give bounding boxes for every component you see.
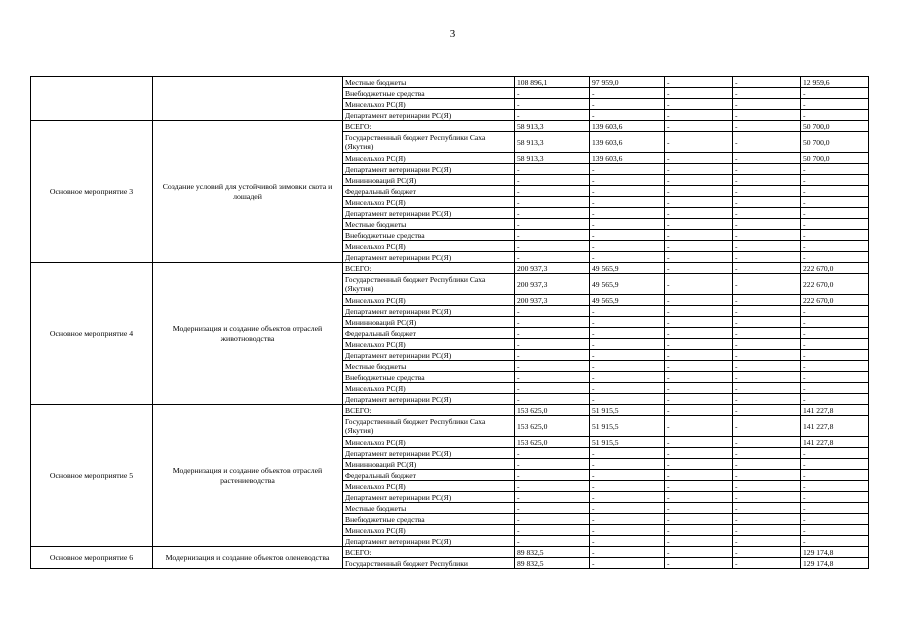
amount-cell: - [515,536,590,547]
amount-cell: - [733,186,801,197]
amount-cell: 108 896,1 [515,77,590,88]
amount-cell: - [665,481,733,492]
amount-cell: 50 700,0 [801,153,869,164]
amount-cell: - [515,197,590,208]
amount-cell: - [515,88,590,99]
activity-cell [31,77,153,121]
funding-source-cell: Мининноваций РС(Я) [343,317,515,328]
amount-cell: - [733,164,801,175]
funding-source-cell: Внебюджетные средства [343,514,515,525]
amount-cell: - [665,317,733,328]
funding-source-cell: Федеральный бюджет [343,186,515,197]
amount-cell: - [665,110,733,121]
amount-cell: 222 670,0 [801,263,869,274]
amount-cell: - [665,372,733,383]
funding-source-cell: Департамент ветеринарии РС(Я) [343,164,515,175]
amount-cell: - [590,328,665,339]
amount-cell: - [515,470,590,481]
amount-cell: - [733,77,801,88]
amount-cell: - [665,274,733,295]
amount-cell: - [590,361,665,372]
amount-cell: - [590,350,665,361]
amount-cell: - [733,88,801,99]
funding-source-cell: Департамент ветеринарии РС(Я) [343,208,515,219]
amount-cell: - [515,383,590,394]
amount-cell: - [665,405,733,416]
amount-cell: - [801,514,869,525]
amount-cell: - [801,88,869,99]
amount-cell: - [590,197,665,208]
amount-cell: - [801,536,869,547]
amount-cell: - [733,175,801,186]
funding-source-cell: Департамент ветеринарии РС(Я) [343,306,515,317]
amount-cell: - [733,132,801,153]
amount-cell: 58 913,3 [515,121,590,132]
funding-source-cell: Минсельхоз РС(Я) [343,99,515,110]
amount-cell: 129 174,8 [801,547,869,558]
amount-cell: - [733,394,801,405]
amount-cell: - [665,153,733,164]
amount-cell: - [665,197,733,208]
amount-cell: - [590,186,665,197]
amount-cell: - [515,503,590,514]
amount-cell: - [733,437,801,448]
amount-cell: - [801,99,869,110]
budget-table [30,76,869,569]
amount-cell: 141 227,8 [801,437,869,448]
amount-cell: - [515,525,590,536]
amount-cell: - [515,328,590,339]
amount-cell: - [733,263,801,274]
amount-cell: - [590,317,665,328]
amount-cell: 200 937,3 [515,295,590,306]
amount-cell: - [665,241,733,252]
amount-cell: - [733,317,801,328]
amount-cell: - [665,208,733,219]
amount-cell: - [733,99,801,110]
amount-cell: - [733,383,801,394]
activity-cell: Основное мероприятие 6 [31,547,153,569]
amount-cell: 153 625,0 [515,405,590,416]
amount-cell: 141 227,8 [801,405,869,416]
activity-cell: Основное мероприятие 5 [31,405,153,547]
amount-cell: - [665,164,733,175]
amount-cell: - [801,306,869,317]
activity-name-cell: Модернизация и создание объектов отраслей растениеводства [153,405,343,547]
amount-cell: - [515,339,590,350]
amount-cell: - [590,164,665,175]
amount-cell: 51 915,5 [590,437,665,448]
amount-cell: - [665,558,733,569]
amount-cell: 58 913,3 [515,132,590,153]
funding-source-cell: Мининноваций РС(Я) [343,175,515,186]
amount-cell: 141 227,8 [801,416,869,437]
amount-cell: 51 915,5 [590,416,665,437]
amount-cell: - [801,241,869,252]
amount-cell: - [733,328,801,339]
amount-cell: - [515,514,590,525]
amount-cell: - [733,121,801,132]
funding-source-cell: Департамент ветеринарии РС(Я) [343,536,515,547]
funding-source-cell: Внебюджетные средства [343,88,515,99]
funding-source-cell: Департамент ветеринарии РС(Я) [343,394,515,405]
amount-cell: - [590,230,665,241]
amount-cell: - [515,252,590,263]
amount-cell: - [733,361,801,372]
amount-cell: - [801,164,869,175]
amount-cell: - [733,459,801,470]
amount-cell: 129 174,8 [801,558,869,569]
amount-cell: - [665,328,733,339]
funding-source-cell: Департамент ветеринарии РС(Я) [343,448,515,459]
amount-cell: 139 603,6 [590,132,665,153]
amount-cell: - [515,317,590,328]
amount-cell: - [665,350,733,361]
amount-cell: 200 937,3 [515,274,590,295]
amount-cell: - [733,241,801,252]
amount-cell: 153 625,0 [515,437,590,448]
amount-cell: - [733,514,801,525]
amount-cell: - [515,164,590,175]
amount-cell: 49 565,9 [590,274,665,295]
amount-cell: - [733,492,801,503]
funding-source-cell: Департамент ветеринарии РС(Я) [343,252,515,263]
funding-source-cell: Федеральный бюджет [343,328,515,339]
funding-source-cell: Местные бюджеты [343,361,515,372]
funding-source-cell: ВСЕГО: [343,405,515,416]
amount-cell: - [801,197,869,208]
amount-cell: - [801,186,869,197]
funding-source-cell: Внебюджетные средства [343,372,515,383]
amount-cell: - [665,306,733,317]
funding-source-cell: ВСЕГО: [343,263,515,274]
amount-cell: - [801,110,869,121]
amount-cell: - [515,175,590,186]
amount-cell: - [665,525,733,536]
amount-cell: - [801,470,869,481]
funding-source-cell: Минсельхоз РС(Я) [343,339,515,350]
amount-cell: 200 937,3 [515,263,590,274]
amount-cell: - [733,405,801,416]
amount-cell: - [515,492,590,503]
amount-cell: - [733,252,801,263]
funding-source-cell: Минсельхоз РС(Я) [343,383,515,394]
funding-source-cell: Минсельхоз РС(Я) [343,295,515,306]
funding-source-cell: Минсельхоз РС(Я) [343,481,515,492]
funding-source-cell: Минсельхоз РС(Я) [343,153,515,164]
funding-source-cell: Департамент ветеринарии РС(Я) [343,110,515,121]
amount-cell: 50 700,0 [801,132,869,153]
funding-source-cell: Государственный бюджет Республики [343,558,515,569]
amount-cell: - [801,525,869,536]
amount-cell: 12 959,6 [801,77,869,88]
activity-name-cell [153,77,343,121]
amount-cell: - [801,492,869,503]
amount-cell: 139 603,6 [590,121,665,132]
amount-cell: - [733,525,801,536]
amount-cell: - [665,175,733,186]
amount-cell: - [801,459,869,470]
amount-cell: - [733,448,801,459]
activity-name-cell: Создание условий для устойчивой зимовки скота и лошадей [153,121,343,263]
amount-cell: - [515,481,590,492]
amount-cell: - [665,361,733,372]
amount-cell: - [590,219,665,230]
amount-cell: - [515,230,590,241]
amount-cell: - [665,536,733,547]
amount-cell: 49 565,9 [590,295,665,306]
amount-cell: - [590,252,665,263]
amount-cell: - [515,241,590,252]
amount-cell: - [801,383,869,394]
funding-source-cell: Минсельхоз РС(Я) [343,437,515,448]
amount-cell: - [665,132,733,153]
table-row [31,547,869,558]
funding-source-cell: Федеральный бюджет [343,470,515,481]
amount-cell: - [515,208,590,219]
amount-cell: - [733,306,801,317]
funding-source-cell: Минсельхоз РС(Я) [343,197,515,208]
amount-cell: - [733,230,801,241]
amount-cell: - [590,208,665,219]
amount-cell: - [733,219,801,230]
amount-cell: - [590,99,665,110]
amount-cell: - [515,448,590,459]
funding-source-cell: Минсельхоз РС(Я) [343,525,515,536]
amount-cell: - [665,88,733,99]
table-row [31,263,869,274]
amount-cell: - [801,372,869,383]
amount-cell: - [665,459,733,470]
funding-source-cell: Местные бюджеты [343,219,515,230]
funding-source-cell: Местные бюджеты [343,503,515,514]
activity-cell: Основное мероприятие 3 [31,121,153,263]
amount-cell: - [801,339,869,350]
funding-source-cell: Государственный бюджет Республики Саха (Якутия) [343,416,515,437]
amount-cell: - [733,208,801,219]
amount-cell: - [801,503,869,514]
amount-cell: - [665,121,733,132]
amount-cell: - [801,350,869,361]
amount-cell: - [665,547,733,558]
amount-cell: 50 700,0 [801,121,869,132]
budget-table-body [31,77,869,569]
funding-source-cell: Внебюджетные средства [343,230,515,241]
amount-cell: - [733,536,801,547]
amount-cell: - [515,306,590,317]
amount-cell: - [801,448,869,459]
amount-cell: - [665,470,733,481]
amount-cell: - [665,503,733,514]
amount-cell: 49 565,9 [590,263,665,274]
funding-source-cell: Минсельхоз РС(Я) [343,241,515,252]
table-row [31,77,869,88]
amount-cell: - [590,372,665,383]
funding-source-cell: ВСЕГО: [343,547,515,558]
table-row [31,405,869,416]
amount-cell: 89 832,5 [515,558,590,569]
amount-cell: - [801,219,869,230]
amount-cell: - [515,459,590,470]
amount-cell: - [801,328,869,339]
amount-cell: - [801,361,869,372]
activity-name-cell: Модернизация и создание объектов отраслей животноводства [153,263,343,405]
amount-cell: - [590,241,665,252]
page-number: 3 [449,28,456,40]
amount-cell: - [665,263,733,274]
amount-cell: 222 670,0 [801,274,869,295]
amount-cell: - [665,437,733,448]
amount-cell: - [801,481,869,492]
amount-cell: - [733,416,801,437]
amount-cell: - [515,394,590,405]
amount-cell: - [801,394,869,405]
amount-cell: 222 670,0 [801,295,869,306]
amount-cell: - [590,88,665,99]
funding-source-cell: Департамент ветеринарии РС(Я) [343,492,515,503]
amount-cell: 153 625,0 [515,416,590,437]
amount-cell: - [665,186,733,197]
amount-cell: - [590,339,665,350]
table-row [31,121,869,132]
activity-name-cell: Модернизация и создание объектов оленеводства [153,547,343,569]
amount-cell: - [733,547,801,558]
funding-source-cell: Государственный бюджет Республики Саха (Якутия) [343,132,515,153]
amount-cell: - [590,175,665,186]
amount-cell: - [665,383,733,394]
funding-source-cell: ВСЕГО: [343,121,515,132]
amount-cell: 51 915,5 [590,405,665,416]
funding-source-cell: Государственный бюджет Республики Саха (Якутия) [343,274,515,295]
amount-cell: - [590,536,665,547]
amount-cell: - [801,208,869,219]
amount-cell: - [665,416,733,437]
amount-cell: - [515,350,590,361]
amount-cell: - [590,547,665,558]
amount-cell: - [590,558,665,569]
amount-cell: - [590,481,665,492]
amount-cell: - [665,492,733,503]
amount-cell: - [801,230,869,241]
amount-cell: - [733,350,801,361]
amount-cell: - [590,459,665,470]
amount-cell: - [733,295,801,306]
amount-cell: - [733,481,801,492]
amount-cell: - [515,99,590,110]
amount-cell: - [733,372,801,383]
amount-cell: - [590,525,665,536]
amount-cell: 89 832,5 [515,547,590,558]
activity-cell: Основное мероприятие 4 [31,263,153,405]
amount-cell: - [665,252,733,263]
amount-cell: - [590,110,665,121]
funding-source-cell: Департамент ветеринарии РС(Я) [343,350,515,361]
amount-cell: - [515,219,590,230]
funding-source-cell: Мининноваций РС(Я) [343,459,515,470]
amount-cell: - [733,470,801,481]
amount-cell: 139 603,6 [590,153,665,164]
amount-cell: 97 959,0 [590,77,665,88]
amount-cell: - [733,339,801,350]
amount-cell: - [733,197,801,208]
amount-cell: - [665,514,733,525]
amount-cell: - [665,448,733,459]
amount-cell: - [801,175,869,186]
amount-cell: - [590,383,665,394]
amount-cell: - [590,492,665,503]
amount-cell: - [733,558,801,569]
amount-cell: - [733,274,801,295]
amount-cell: - [515,186,590,197]
amount-cell: - [801,317,869,328]
amount-cell: - [733,153,801,164]
amount-cell: - [590,306,665,317]
amount-cell: - [590,448,665,459]
amount-cell: - [590,503,665,514]
funding-source-cell: Местные бюджеты [343,77,515,88]
amount-cell: - [515,372,590,383]
amount-cell: - [665,99,733,110]
amount-cell: - [515,110,590,121]
amount-cell: - [665,295,733,306]
amount-cell: - [590,394,665,405]
amount-cell: - [665,219,733,230]
amount-cell: - [733,110,801,121]
amount-cell: - [590,514,665,525]
amount-cell: - [665,339,733,350]
amount-cell: - [733,503,801,514]
amount-cell: - [665,230,733,241]
amount-cell: - [590,470,665,481]
amount-cell: - [665,77,733,88]
amount-cell: 58 913,3 [515,153,590,164]
amount-cell: - [801,252,869,263]
amount-cell: - [665,394,733,405]
amount-cell: - [515,361,590,372]
